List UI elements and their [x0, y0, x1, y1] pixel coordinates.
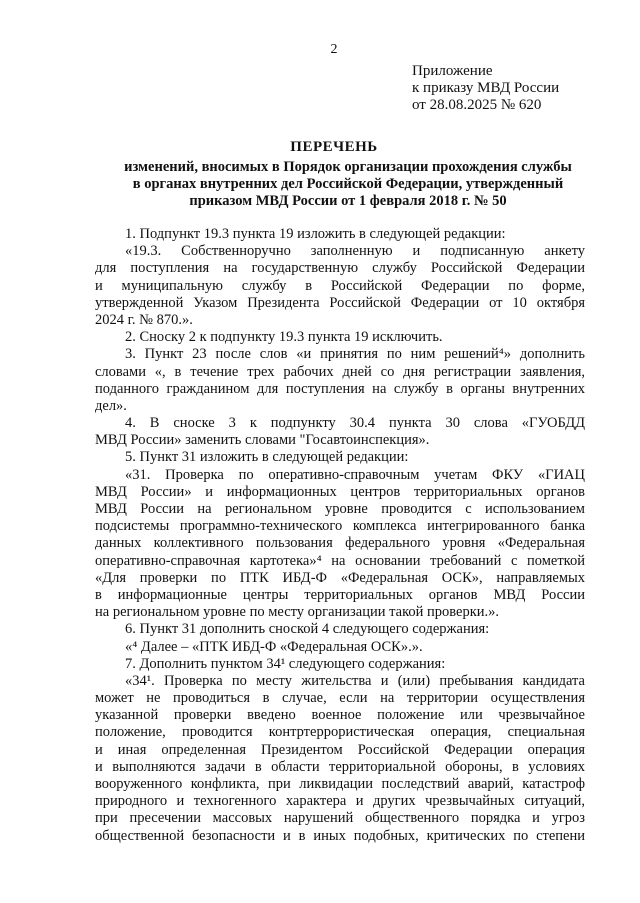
body-line: и выполняются задачи в области территориальной обороны, в условиях [95, 758, 585, 775]
appendix-line-1: Приложение [412, 63, 493, 79]
subtitle-line-3: приказом МВД России от 1 февраля 2018 г. № 50 [189, 193, 507, 209]
body-line: 4. В сноске 3 к подпункту 30.4 пункта 30 слова «ГУОБДД [125, 415, 585, 432]
body-line: данных коллективного пользования федерального уровня «Федеральная [95, 535, 585, 552]
body-line: при пресечении массовых нарушений общественного порядка и угроз [95, 810, 585, 827]
body-line: в информационные центры территориальных органов МВД России [95, 586, 585, 603]
body-line: природного и техногенного характера и других чрезвычайных ситуаций, [95, 793, 585, 810]
body-line: общественной безопасности и в иных подобных, критических по степени [95, 827, 585, 844]
body-line: и иная определенная Президентом Российской Федерации операция [95, 741, 585, 758]
body-line: МВД России» заменить словами "Госавтоинспекция». [95, 432, 430, 449]
body-line: положение, проводится контртеррористическая операция, специальная [95, 724, 585, 741]
body-line: 5. Пункт 31 изложить в следующей редакции: [125, 449, 409, 466]
body-line: словами «, в течение трех рабочих дней со дня регистрации заявления, [95, 363, 585, 380]
body-line: «31. Проверка по оперативно-справочным учетам ФКУ «ГИАЦ [125, 466, 585, 483]
body-line: 6. Пункт 31 дополнить сноской 4 следующего содержания: [125, 621, 490, 638]
appendix-line-2: к приказу МВД России [412, 80, 560, 96]
body-line: МВД России» и информационных центров территориальных органов [95, 483, 585, 500]
subtitle-line-2: в органах внутренних дел Российской Федерации, утвержденный [132, 176, 564, 192]
body-line: на региональном уровне по месту организации такой проверки.». [95, 604, 500, 621]
body-line: может не проводиться в случае, если на территории осуществления [95, 690, 585, 707]
appendix-block [412, 63, 559, 114]
body-line: «34¹. Проверка по месту жительства и (или) пребывания кандидата [125, 672, 585, 689]
document-body [95, 226, 585, 845]
body-line: указанной проверки введено военное положение или чрезвычайное [95, 707, 585, 724]
subtitle-line-1: изменений, вносимых в Порядок организации прохождения службы [124, 159, 572, 175]
document-title: ПЕРЕЧЕНЬ [290, 139, 378, 155]
body-line: вооруженного конфликта, при ликвидации последствий аварий, катастроф [95, 776, 585, 792]
body-line: «⁴ Далее – «ПТК ИБД-Ф «Федеральная ОСК».». [125, 638, 423, 655]
body-line: оперативно-справочная картотека»⁴ на основании требований с пометкой [95, 552, 585, 569]
body-line: 2024 г. № 870.». [95, 311, 193, 328]
body-line: 1. Подпункт 19.3 пункта 19 изложить в следующей редакции: [125, 226, 506, 242]
body-line: дел». [95, 397, 127, 414]
body-line: поданного гражданином для поступления на службу в органы внутренних [95, 380, 585, 397]
body-line: подсистемы программно-технического комплекса интегрированного банка [95, 518, 585, 535]
document-subtitle [98, 159, 598, 210]
body-line: для поступления на государственную службу Российской Федерации [95, 260, 585, 277]
body-line: утвержденной Указом Президента Российской Федерации от 10 октября [95, 294, 585, 311]
body-line: «19.3. Собственноручно заполненную и подписанную анкету [125, 243, 585, 260]
body-line: 3. Пункт 23 после слов «и принятия по ним решений⁴» дополнить [125, 346, 585, 363]
appendix-line-3: от 28.08.2025 № 620 [412, 97, 542, 113]
body-line: «Для проверки по ПТК ИБД-Ф «Федеральная ОСК», направляемых [95, 569, 585, 586]
page-number: 2 [330, 42, 338, 57]
body-line: МВД России на региональном уровне проводится с использованием [95, 501, 585, 517]
body-line: и муниципальную службу в Российской Федерации по форме, [95, 277, 585, 294]
body-line: 7. Дополнить пунктом 34¹ следующего содержания: [125, 655, 446, 672]
body-line: 2. Сноску 2 к подпункту 19.3 пункта 19 исключить. [125, 329, 443, 346]
